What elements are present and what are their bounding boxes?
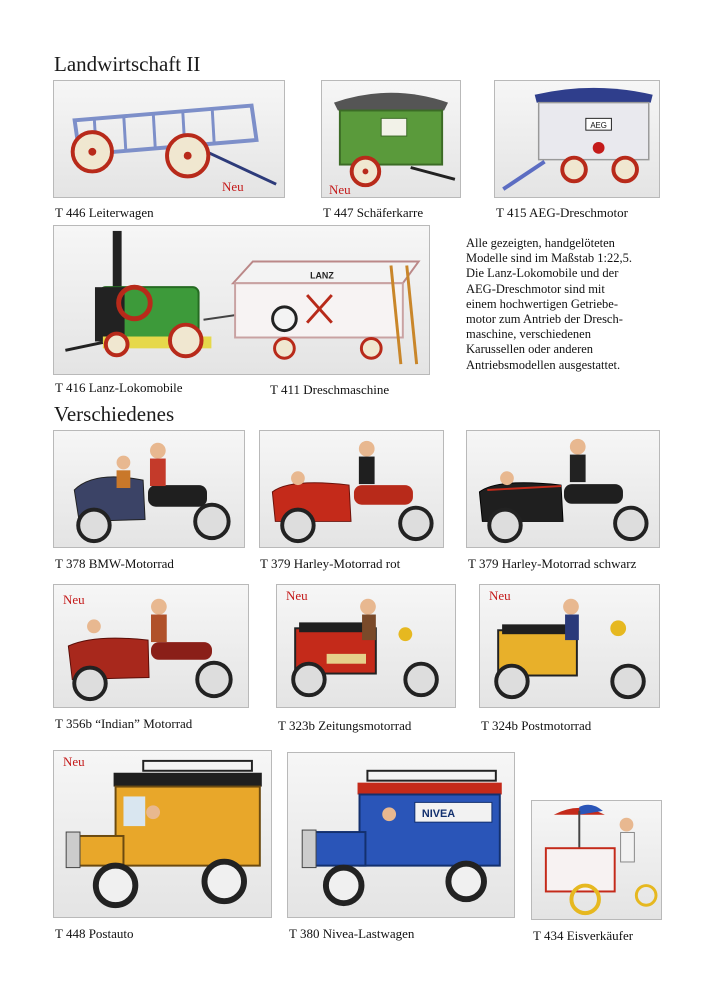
post-van-icon — [54, 751, 271, 917]
new-badge: Neu — [63, 754, 85, 769]
new-badge: Neu — [286, 588, 308, 603]
section-title-agriculture: Landwirtschaft II — [54, 52, 201, 76]
product-photo-indian-motorrad[interactable] — [53, 584, 249, 708]
nivea-label: NIVEA — [421, 808, 456, 821]
new-badge: Neu — [63, 592, 85, 607]
product-caption: T 416 Lanz-Lokomobile — [55, 380, 183, 395]
info-line: Karussellen oder anderen — [466, 342, 594, 357]
product-caption: T 379 Harley-Motorrad rot — [260, 556, 401, 571]
product-photo-bmw-motorrad[interactable] — [53, 430, 245, 548]
product-photo-postmotorrad[interactable] — [479, 584, 660, 708]
sidecar-motorcycle-icon — [260, 431, 443, 547]
product-photo-schaeferkarre[interactable] — [321, 80, 461, 198]
product-caption: T 447 Schäferkarre — [323, 205, 424, 220]
product-caption: T 356b “Indian” Motorrad — [55, 716, 193, 731]
product-caption: T 446 Leiterwagen — [55, 205, 154, 220]
product-caption: T 379 Harley-Motorrad schwarz — [468, 556, 637, 571]
product-photo-harley-rot[interactable] — [259, 430, 444, 548]
new-badge: Neu — [222, 179, 244, 194]
product-photo-nivea-lastwagen[interactable] — [287, 752, 515, 918]
product-photo-leiterwagen[interactable] — [53, 80, 285, 198]
info-line: Die Lanz-Lokomobile und der — [466, 266, 619, 281]
sidecar-motorcycle-icon — [467, 431, 659, 547]
sidecar-motorcycle-icon — [54, 431, 244, 547]
info-line: Antriebsmodellen ausgestattet. — [466, 357, 621, 372]
product-photo-harley-schwarz[interactable] — [466, 430, 660, 548]
info-text — [466, 236, 684, 373]
product-caption: T 380 Nivea-Lastwagen — [289, 926, 415, 941]
product-photo-aeg-dreschmotor[interactable] — [494, 80, 660, 198]
new-badge: Neu — [489, 588, 511, 603]
lanz-label: LANZ — [310, 270, 334, 281]
product-caption: T 411 Dreschmaschine — [270, 382, 390, 397]
product-caption: T 434 Eisverkäufer — [533, 928, 634, 943]
product-photo-zeitungsmotorrad[interactable] — [276, 584, 456, 708]
product-caption: T 378 BMW-Motorrad — [55, 556, 174, 571]
product-photo-postauto[interactable] — [53, 750, 272, 918]
aeg-label: AEG — [590, 121, 607, 131]
section-title-misc: Verschiedenes — [54, 402, 175, 426]
info-line: motor zum Antrieb der Dresch- — [466, 312, 623, 327]
product-caption: T 324b Postmotorrad — [481, 718, 592, 733]
shepherd-cart-icon — [322, 81, 460, 197]
info-line: einem hochwertigen Getriebe- — [466, 296, 619, 311]
ice-cream-cart-icon — [532, 801, 661, 919]
info-line: AEG-Dreschmotor sind mit — [466, 281, 605, 296]
info-line: Modelle sind im Maßstab 1:22,5. — [466, 251, 632, 266]
hay-wagon-icon — [54, 81, 284, 197]
info-line: maschine, verschiedenen — [466, 327, 591, 342]
product-caption: T 323b Zeitungsmotorrad — [278, 718, 412, 733]
product-caption: T 415 AEG-Dreschmotor — [496, 205, 628, 220]
truck-icon — [288, 753, 514, 917]
product-caption: T 448 Postauto — [55, 926, 134, 941]
product-photo-lanz-dreschmaschine[interactable] — [53, 225, 430, 375]
engine-wagon-icon — [495, 81, 659, 197]
threshing-machine-icon — [54, 226, 429, 374]
info-line: Alle gezeigten, handgelöteten — [466, 236, 615, 250]
new-badge: Neu — [329, 182, 351, 197]
product-photo-eisverkaeufer[interactable] — [531, 800, 662, 920]
